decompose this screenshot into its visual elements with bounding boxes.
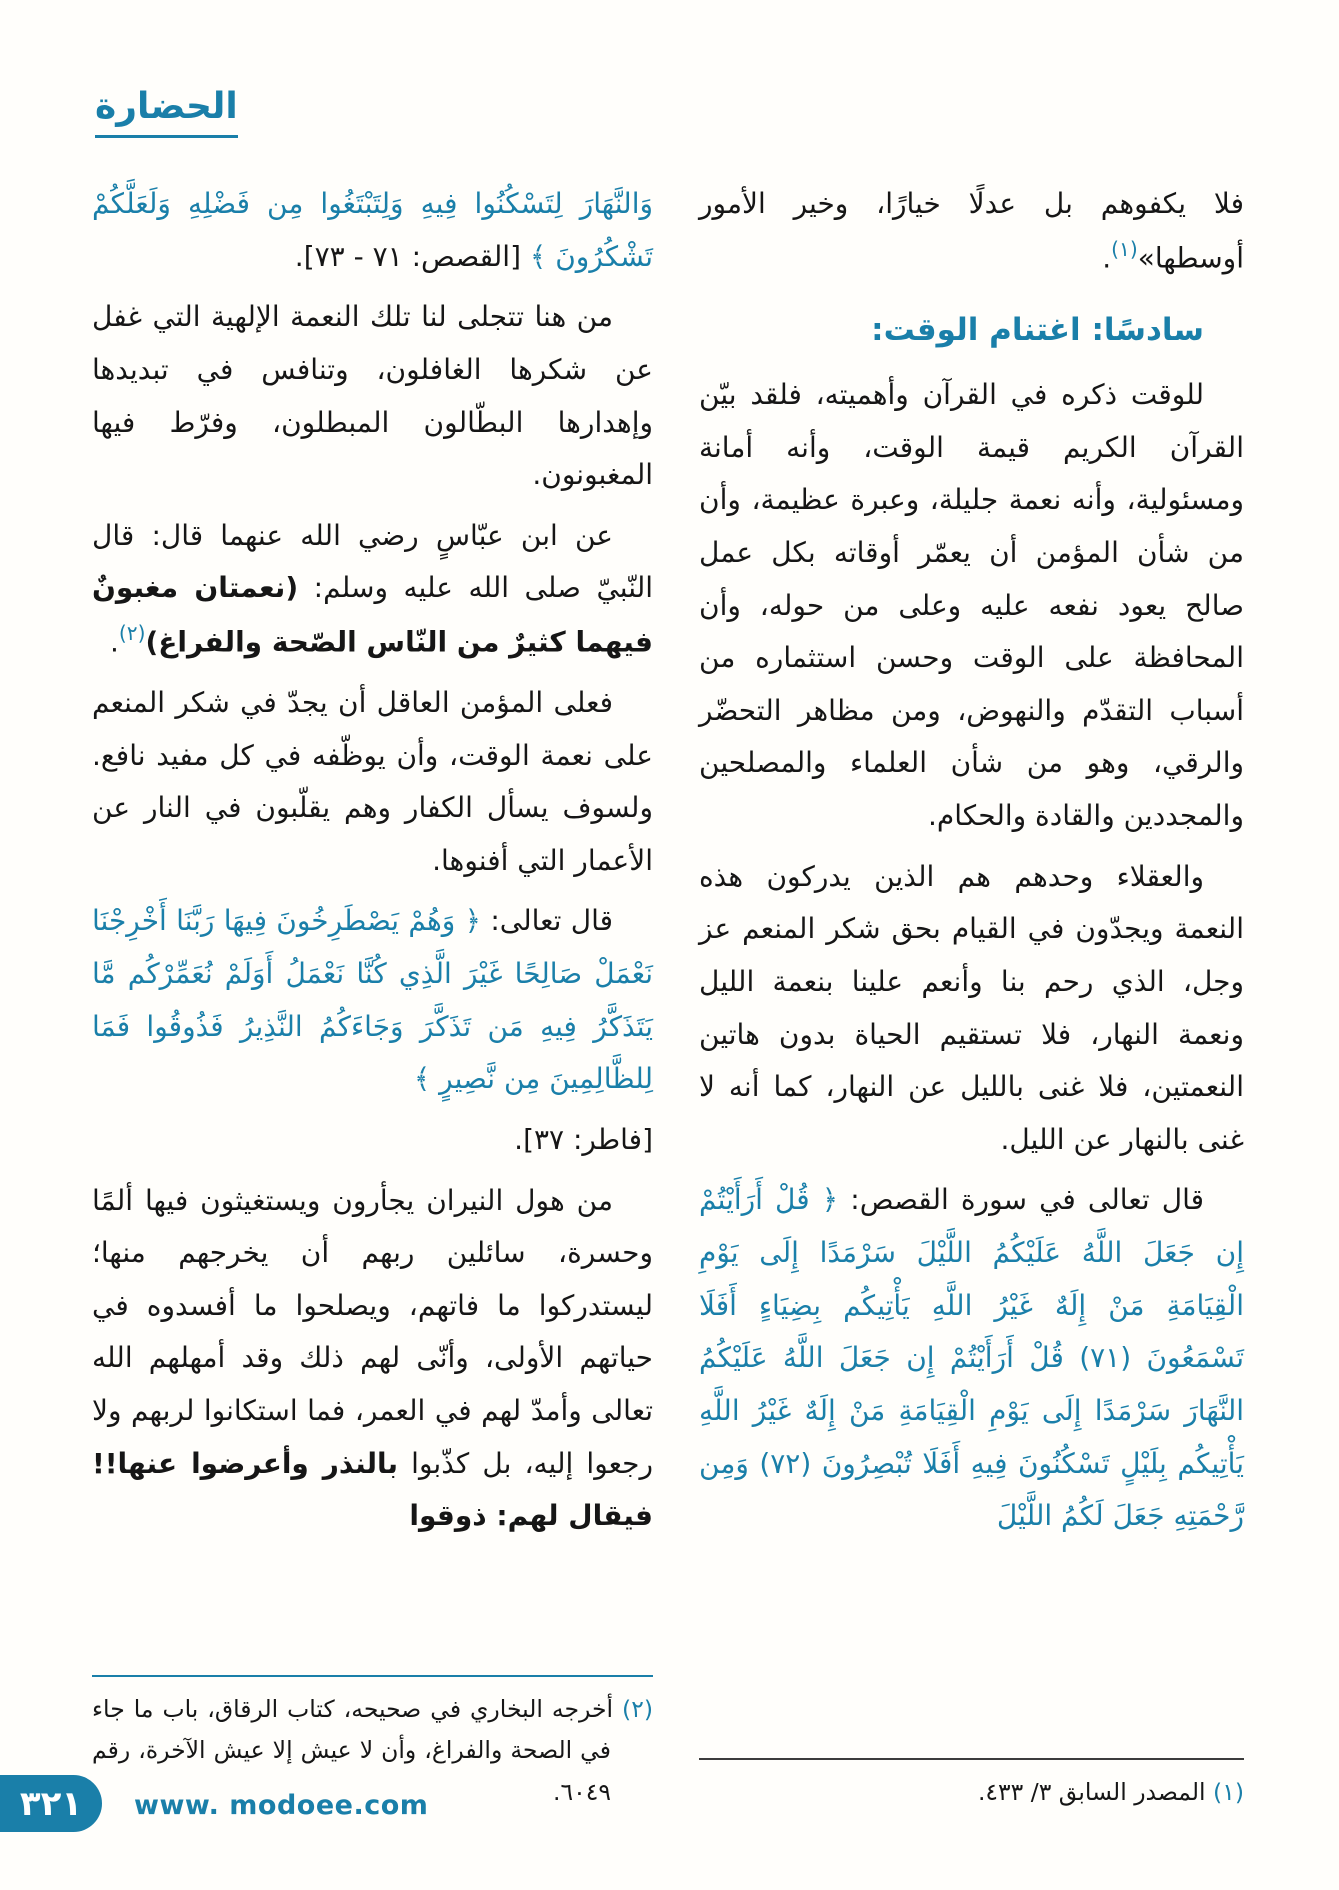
quran-verse-nahar: وَالنَّهَارَ لِتَسْكُنُوا فِيهِ وَلِتَبْتَغُوا مِن فَضْلِهِ وَلَعَلَّكُمْ تَشْكُرُونَ ﴾	[92, 187, 653, 273]
quran-quote-paragraph-2	[92, 895, 653, 1106]
quran-continuation-paragraph	[92, 178, 653, 283]
hadith-paragraph	[92, 510, 653, 669]
page-content	[92, 178, 1244, 1814]
footnote-marker: (٢)	[622, 1694, 653, 1723]
publication-logo	[95, 84, 238, 138]
paragraph-hellfire	[92, 1175, 653, 1543]
verse-reference-fatir: [فاطر: ٣٧].	[514, 1122, 653, 1156]
left-column	[92, 178, 653, 1814]
verse-reference-qasas: [القصص: ٧١ - ٧٣].	[294, 239, 522, 273]
hadith-intro: عن ابن عبّاسٍ رضي الله عنهما قال: قال النّبيّ صلى الله عليه وسلم:	[92, 518, 654, 605]
period: .	[1102, 240, 1112, 274]
period: .	[109, 625, 119, 659]
logo-underline	[95, 135, 238, 138]
footnote-1	[699, 1758, 1244, 1814]
continuation-paragraph	[699, 178, 1244, 285]
footnote-text: أخرجه البخاري في صحيحه، كتاب الرقاق، باب ما جاء في الصحة والفراغ، وأن لا عيش إلا عيش الآخرة، رقم ٦٠٤٩.	[92, 1694, 614, 1807]
footnote-marker: (١)	[1213, 1778, 1244, 1807]
footnote-ref-2: (٢)	[118, 621, 146, 645]
quran-verse-fatir: ﴿ وَهُمْ يَصْطَرِخُونَ فِيهَا رَبَّنَا أَخْرِجْنَا نَعْمَلْ صَالِحًا غَيْرَ الَّذِي كُنَّا نَعْمَلُ أَوَلَمْ نُعَمِّرْكُم مَّا يَتَذَكَّرُ فِيهِ مَن تَذَكَّرَ وَجَاءَكُمُ النَّذِيرُ فَذُوقُوا فَمَا لِلظَّالِمِينَ مِن نَّصِيرٍ ﴾	[92, 904, 653, 1096]
footnote-ref-1: (١)	[1111, 236, 1138, 261]
page-number-badge	[0, 1775, 102, 1832]
footnote-text: المصدر السابق ٣/ ٤٣٣.	[977, 1778, 1206, 1807]
section-heading: سادسًا: اغتنام الوقت:	[871, 311, 1204, 348]
page-number: ٣٢١	[19, 1783, 83, 1824]
paragraph-text: فلا يكفوهم بل عدلًا خيارًا، وخير الأمور أوسطها»	[699, 187, 1244, 274]
paragraph-text: من هول النيران يجأرون ويستغيثون فيها ألمًا وحسرة، سائلين ربهم أن يخرجهم منها؛ ليستدركوا ما فاتهم، ويصلحوا ما أفسدوه في حياتهم الأولى، وأنّى لهم ذلك وقد أمهلهم الله تعالى وأمدّ لهم في العمر، فما استكانوا لربهم ولا رجعوا إليه، بل كذّبوا	[92, 1183, 654, 1480]
logo-calligraphy: الحضارة	[95, 86, 238, 127]
quran-intro: قال تعالى في سورة القصص:	[850, 1183, 1204, 1217]
website-url: www. modoee.com	[134, 1790, 429, 1821]
paragraph-divine-blessing: من هنا تتجلى لنا تلك النعمة الإلهية التي غفل عن شكرها الغافلون، وتنافس في تبديدها وإهدارها البطّالون المبطلون، وفرّط فيها المغبونون.	[92, 300, 653, 492]
paragraph-grateful-believer: فعلى المؤمن العاقل أن يجدّ في شكر المنعم على نعمة الوقت، وأن يوظّفه في كل مفيد نافع. ولسوف يسأل الكفار وهم يقلّبون في النار عن الأعمار التي أفنوها.	[92, 685, 653, 877]
right-column	[699, 178, 1244, 1814]
quran-quote-paragraph	[699, 1174, 1244, 1542]
hadith-text: (نعمتان مغبونٌ فيهما كثيرٌ من النّاس الصّحة والفراغ)	[92, 571, 653, 659]
quran-verse-qasas: ﴿ قُلْ أَرَأَيْتُمْ إِن جَعَلَ اللَّهُ عَلَيْكُمُ اللَّيْلَ سَرْمَدًا إِلَى يَوْمِ الْقِيَامَةِ مَنْ إِلَهٌ غَيْرُ اللَّهِ يَأْتِيكُم بِضِيَاءٍ أَفَلَا تَسْمَعُونَ (٧١) قُلْ أَرَأَيْتُمْ إِن جَعَلَ اللَّهُ عَلَيْكُمُ النَّهَارَ سَرْمَدًا إِلَى يَوْمِ الْقِيَامَةِ مَنْ إِلَهٌ غَيْرُ اللَّهِ يَأْتِيكُم بِلَيْلٍ تَسْكُنُونَ فِيهِ أَفَلَا تُبْصِرُونَ (٧٢) وَمِن رَّحْمَتِهِ جَعَلَ لَكُمُ اللَّيْلَ	[699, 1183, 1244, 1533]
paragraph-time-in-quran: للوقت ذكره في القرآن وأهميته، فلقد بيّن القرآن الكريم قيمة الوقت، وأنه أمانة ومسئولية، وأنه نعمة جليلة، وعبرة عظيمة، وأن من شأن المؤمن أن يعمّر أوقاته بكل عمل صالح يعود نفعه عليه وعلى من حوله، وأن المحافظة على الوقت وحسن استثماره من أسباب التقدّم والنهوض، ومن مظاهر التحضّر والرقي، وهو من شأن العلماء والمصلحين والمجددين والقادة والحكام.	[699, 378, 1244, 833]
paragraph-wise-people: والعقلاء وحدهم هم الذين يدركون هذه النعمة ويجدّون في القيام بحق شكر المنعم عز وجل، الذي رحم بنا وأنعم علينا بنعمة الليل ونعمة النهار، فلا تستقيم الحياة بدون هاتين النعمتين، فلا غنى بالليل عن النهار، كما أنه لا غنى بالنهار عن الليل.	[699, 859, 1244, 1156]
quran-intro-2: قال تعالى:	[490, 904, 613, 938]
paragraph-bold-tail: بالنذر وأعرضوا عنها!! فيقال لهم: ذوقوا	[92, 1446, 653, 1533]
